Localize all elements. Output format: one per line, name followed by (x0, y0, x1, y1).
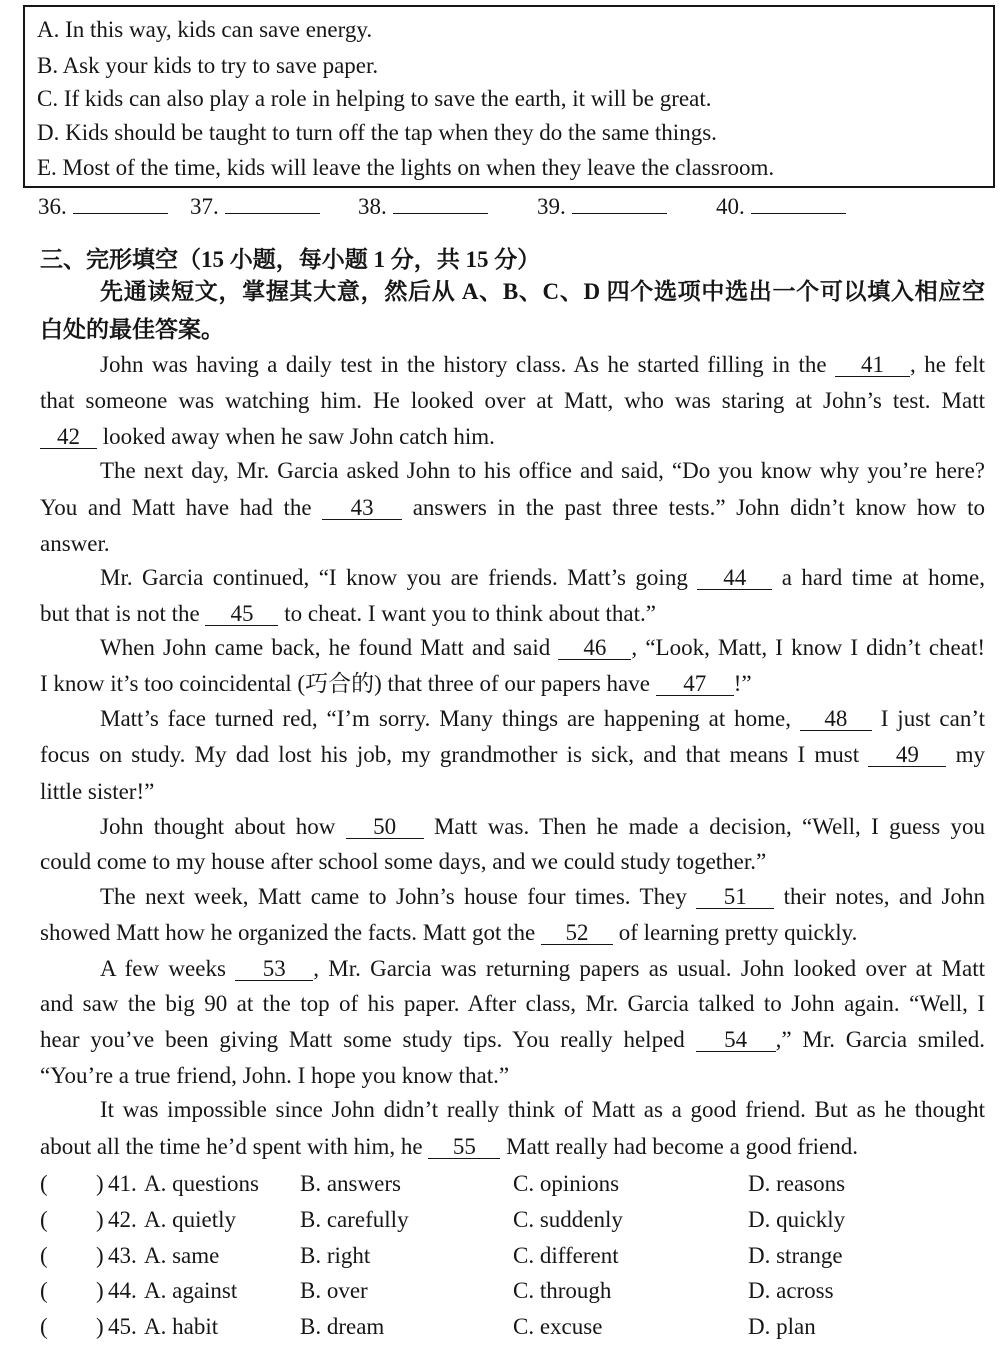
passage-line (100, 634, 985, 662)
question-number: 45. (108, 1314, 137, 1339)
line-text: focus on study. My dad lost his job, my grandmother is sick, and that means I must (40, 742, 869, 767)
line-text: You and Matt have had the (40, 495, 323, 520)
answer-underline (572, 193, 667, 214)
passage-line (40, 1026, 985, 1054)
passage-line (100, 813, 985, 841)
passage-line: could come to my house after school some days, and we could study together.” (40, 849, 767, 874)
choice-option-a: A. In this way, kids can save energy. (37, 17, 373, 42)
blank-54: 54 (696, 1029, 776, 1052)
line-text: I just can’t (871, 706, 985, 731)
option-b: B. carefully (300, 1207, 409, 1232)
question-number: 42. (108, 1207, 137, 1232)
line-text: their notes, and John (774, 884, 985, 909)
answer-number: 39. (537, 194, 566, 219)
passage-line (40, 1133, 985, 1161)
option-b: B. answers (300, 1171, 401, 1196)
line-text: answers in the past three tests.” John didn’t know how to (402, 495, 985, 520)
blank-52: 52 (541, 922, 613, 945)
line-text: , Mr. Garcia was returning papers as usual. John looked over at Matt (313, 956, 985, 981)
section-instructions-line: 白处的最佳答案。 (40, 317, 224, 342)
option-a: A. same (144, 1243, 220, 1268)
choice-option-c: C. If kids can also play a role in helping to save the earth, it will be great. (37, 86, 712, 111)
passage-line (40, 670, 985, 698)
answer-number: 38. (358, 194, 387, 219)
line-text: When John came back, he found Matt and said (100, 635, 559, 660)
answer-slot-37 (190, 193, 320, 221)
line-text: but that is not the (40, 601, 206, 626)
passage-line (100, 351, 985, 379)
question-number: 44. (108, 1278, 137, 1303)
blank-42: 42 (40, 426, 97, 449)
answer-underline (225, 193, 320, 214)
blank-51: 51 (696, 886, 774, 909)
line-text: Mr. Garcia continued, “I know you are friends. Matt’s going (100, 565, 698, 590)
answer-number: 40. (716, 194, 745, 219)
passage-line: and saw the big 90 at the top of his paper. After class, Mr. Garcia talked to John again. “Well, I (40, 991, 985, 1016)
option-c: C. different (513, 1243, 619, 1268)
answer-row (0, 193, 1007, 221)
answer-choices-box (23, 5, 995, 188)
option-row-43 (0, 1242, 1007, 1270)
passage-line (40, 423, 985, 451)
line-text: Matt’s face turned red, “I’m sorry. Many things are happening at home, (100, 706, 800, 731)
option-a: A. against (144, 1278, 238, 1303)
line-text: to cheat. I want you to think about that.” (278, 601, 656, 626)
option-row-45 (0, 1313, 1007, 1341)
answer-paren-close: ) (96, 1243, 104, 1268)
blank-55: 55 (428, 1136, 500, 1159)
option-a: A. habit (144, 1314, 219, 1339)
blank-43: 43 (322, 497, 402, 520)
question-number: 43. (108, 1243, 137, 1268)
option-b: B. right (300, 1243, 371, 1268)
blank-48: 48 (800, 708, 872, 731)
answer-paren-close: ) (96, 1278, 104, 1303)
passage-line (100, 955, 985, 983)
blank-47: 47 (656, 673, 734, 696)
choice-option-e: E. Most of the time, kids will leave the lights on when they leave the classroom. (37, 155, 775, 180)
line-text: of learning pretty quickly. (612, 920, 858, 945)
answer-slot-39 (537, 193, 667, 221)
section-instructions-line: 先通读短文，掌握其大意，然后从 A、B、C、D 四个选项中选出一个可以填入相应空 (100, 279, 985, 304)
answer-slot-38 (358, 193, 488, 221)
line-text: about all the time he’d spent with him, he (40, 1134, 429, 1159)
answer-paren-close: ) (96, 1207, 104, 1232)
passage-line: It was impossible since John didn’t really think of Matt as a good friend. But as he thought (100, 1097, 985, 1122)
section-heading: 三、完形填空（15 小题，每小题 1 分，共 15 分） (40, 247, 541, 272)
blank-49: 49 (868, 744, 946, 767)
line-text: John thought about how (100, 814, 346, 839)
option-c: C. excuse (513, 1314, 603, 1339)
question-number: 41. (108, 1171, 137, 1196)
answer-paren-close: ) (96, 1314, 104, 1339)
option-d: D. reasons (748, 1171, 846, 1196)
option-a: A. questions (144, 1171, 259, 1196)
option-c: C. opinions (513, 1171, 620, 1196)
line-text: A few weeks (100, 956, 236, 981)
line-text: looked away when he saw John catch him. (97, 424, 495, 449)
line-text: , he felt (910, 352, 986, 377)
line-text: I know it’s too coincidental (巧合的) that three of our papers have (40, 671, 656, 696)
line-text: my (946, 742, 985, 767)
line-text: !” (733, 671, 752, 696)
passage-line (100, 883, 985, 911)
answer-paren-open: ( (40, 1278, 48, 1303)
answer-paren-open: ( (40, 1314, 48, 1339)
passage-line (100, 564, 985, 592)
option-a: A. quietly (144, 1207, 236, 1232)
passage-line: answer. (40, 531, 110, 556)
answer-paren-open: ( (40, 1243, 48, 1268)
option-d: D. across (748, 1278, 834, 1303)
passage-line (40, 741, 985, 769)
passage-line (40, 919, 985, 947)
answer-paren-open: ( (40, 1207, 48, 1232)
blank-45: 45 (205, 603, 278, 626)
line-text: Matt was. Then he made a decision, “Well, I guess you (423, 814, 985, 839)
line-text: ,” Mr. Garcia smiled. (775, 1027, 985, 1052)
passage-line (40, 600, 985, 628)
blank-46: 46 (558, 637, 631, 660)
answer-number: 36. (38, 194, 67, 219)
blank-53: 53 (235, 958, 313, 981)
option-row-41 (0, 1170, 1007, 1198)
passage-line (100, 705, 985, 733)
passage-line: that someone was watching him. He looked over at Matt, who was staring at John’s test. Matt (40, 388, 985, 413)
passage-line: The next day, Mr. Garcia asked John to his office and said, “Do you know why you’re here? (100, 458, 985, 483)
option-d: D. plan (748, 1314, 816, 1339)
option-b: B. dream (300, 1314, 385, 1339)
line-text: , “Look, Matt, I know I didn’t cheat! (631, 635, 986, 660)
answer-underline (393, 193, 488, 214)
answer-paren-open: ( (40, 1171, 48, 1196)
answer-underline (751, 193, 846, 214)
blank-41: 41 (835, 354, 910, 377)
answer-number: 37. (190, 194, 219, 219)
answer-slot-36 (38, 193, 168, 221)
line-text: John was having a daily test in the history class. As he started filling in the (100, 352, 835, 377)
line-text: Matt really had become a good friend. (500, 1134, 859, 1159)
line-text: a hard time at home, (772, 565, 985, 590)
answer-paren-close: ) (96, 1171, 104, 1196)
choice-option-d: D. Kids should be taught to turn off the tap when they do the same things. (37, 120, 717, 145)
option-b: B. over (300, 1278, 368, 1303)
line-text: showed Matt how he organized the facts. Matt got the (40, 920, 541, 945)
option-row-42 (0, 1206, 1007, 1234)
option-d: D. quickly (748, 1207, 846, 1232)
option-row-44 (0, 1277, 1007, 1305)
passage-line: “You’re a true friend, John. I hope you know that.” (40, 1063, 510, 1088)
option-c: C. through (513, 1278, 612, 1303)
blank-50: 50 (346, 816, 424, 839)
blank-44: 44 (697, 567, 772, 590)
line-text: hear you’ve been giving Matt some study tips. You really helped (40, 1027, 696, 1052)
answer-underline (73, 193, 168, 214)
answer-slot-40 (716, 193, 846, 221)
passage-line (40, 494, 985, 522)
choice-option-b: B. Ask your kids to try to save paper. (37, 53, 379, 78)
line-text: The next week, Matt came to John’s house four times. They (100, 884, 697, 909)
passage-line: little sister!” (40, 779, 155, 804)
option-c: C. suddenly (513, 1207, 623, 1232)
option-d: D. strange (748, 1243, 843, 1268)
